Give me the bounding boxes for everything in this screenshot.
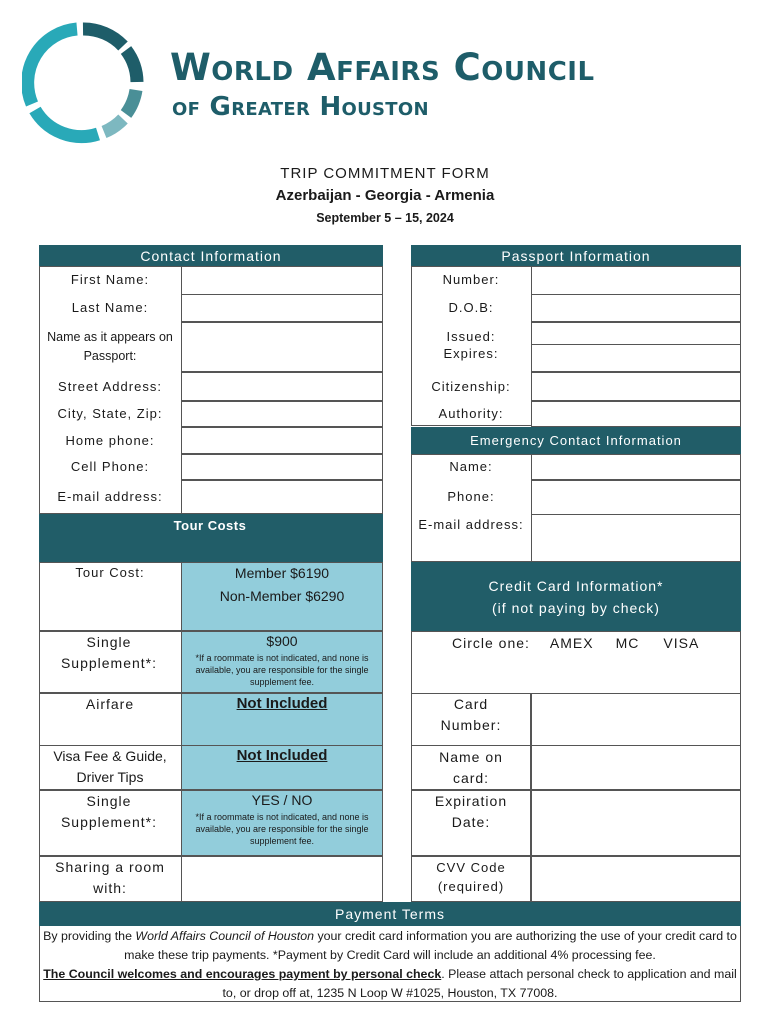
trip-name: Azerbaijan - Georgia - Armenia: [275, 187, 495, 204]
payment-check-note: The Council welcomes and encourages payment by personal check: [43, 967, 442, 981]
emergency-name-field[interactable]: [531, 454, 741, 480]
issued-field[interactable]: [531, 322, 741, 345]
credit-card-heading: [411, 562, 741, 631]
home-phone-field[interactable]: [181, 427, 383, 454]
tour-costs-heading: [39, 514, 383, 562]
street-address-label: Street Address:: [58, 378, 162, 394]
tour-cost-label: Tour Cost:: [75, 565, 145, 581]
org-name-line1: World Affairs Council: [170, 46, 595, 89]
name-on-card-label-cell: [411, 745, 531, 790]
cell-phone-label: Cell Phone:: [70, 459, 150, 475]
city-state-zip-field[interactable]: [181, 401, 383, 427]
cvv-label-cell: [411, 856, 531, 902]
card-number-field[interactable]: [531, 693, 741, 746]
expires-field[interactable]: [531, 344, 741, 372]
sharing-field[interactable]: [181, 856, 383, 902]
card-type-row: [411, 632, 741, 654]
visa-label: Visa Fee & Guide, Driver Tips: [53, 748, 167, 785]
airfare-label: Airfare: [85, 695, 135, 712]
circle-one-label: Circle one:: [452, 635, 530, 651]
card-number-label: Card Number:: [440, 696, 502, 733]
street-address-field[interactable]: [181, 372, 383, 401]
form-title: TRIP COMMITMENT FORM: [280, 165, 490, 182]
expiration-date-field[interactable]: [531, 790, 741, 856]
city-state-zip-label: City, State, Zip:: [57, 406, 163, 422]
passport-number-field[interactable]: [531, 266, 741, 295]
card-number-label-cell: [411, 693, 531, 746]
name-on-card-label: Name on card:: [439, 749, 503, 786]
citizenship-label: Citizenship:: [431, 378, 511, 394]
supplement-note: *If a roommate is not indicated, and none is available, you are responsible for the single supplement fee.: [195, 653, 369, 688]
email-field[interactable]: [181, 480, 383, 514]
payment-text-a: By providing the: [43, 929, 136, 943]
first-name-field[interactable]: [181, 266, 383, 295]
expires-label: Expires:: [443, 346, 499, 361]
emergency-name-label: Name:: [449, 459, 493, 475]
trip-dates: September 5 – 15, 2024: [316, 211, 454, 225]
credit-card-heading-line1: Credit Card Information*: [488, 577, 664, 594]
emergency-heading: Emergency Contact Information: [411, 427, 741, 454]
airfare-value: Not Included: [236, 695, 328, 712]
tour-costs-title: Tour Costs: [173, 518, 247, 533]
last-name-field[interactable]: [181, 294, 383, 322]
cvv-field[interactable]: [531, 856, 741, 902]
authority-label: Authority:: [438, 406, 504, 422]
passport-name-label: Name as it appears on Passport:: [47, 330, 173, 363]
member-price: Member $6190: [234, 565, 330, 581]
expiration-date-label: Expiration Date:: [434, 793, 508, 830]
citizenship-field[interactable]: [531, 372, 741, 401]
supplement-note2: *If a roommate is not indicated, and none is available, you are responsible for the single supplement fee.: [195, 812, 369, 847]
single-supplement-value: $900: [266, 633, 298, 649]
name-on-card-field[interactable]: [531, 745, 741, 790]
sharing-label: Sharing a room with:: [55, 859, 165, 896]
card-option-amex[interactable]: AMEX: [549, 635, 594, 651]
nonmember-price: Non-Member $6290: [219, 588, 345, 604]
council-logo: [22, 22, 144, 144]
payment-terms-text: [39, 926, 741, 1002]
card-option-mc[interactable]: MC: [615, 635, 640, 651]
payment-text-c: your credit card information you are authorizing the use of your credit card to make these trip payments. *Payment by Credit Card will include an additional 4% processing fee.: [124, 929, 737, 962]
card-option-visa[interactable]: VISA: [663, 635, 700, 651]
single-supplement2-value: YES / NO: [251, 792, 313, 808]
emergency-phone-label: Phone:: [447, 489, 495, 505]
authority-field[interactable]: [531, 401, 741, 427]
expiration-label-cell: [411, 790, 531, 856]
credit-card-heading-line2: (if not paying by check): [492, 599, 660, 616]
cvv-label: CVV Code (required): [436, 859, 506, 894]
passport-number-label: Number:: [442, 272, 500, 288]
dob-label: D.O.B:: [448, 300, 494, 316]
first-name-label: First Name:: [70, 272, 150, 288]
passport-heading: Passport Information: [411, 245, 741, 266]
payment-text-e: . Please attach personal check to application and mail to, or drop off at, 1235 N Loop W #1025, Houston, TX 77008.: [222, 967, 737, 1000]
visa-value: Not Included: [236, 747, 328, 764]
dob-field[interactable]: [531, 294, 741, 322]
emergency-email-label: E-mail address:: [418, 517, 524, 533]
cell-phone-field[interactable]: [181, 454, 383, 480]
home-phone-label: Home phone:: [65, 432, 155, 448]
org-name-line2: of Greater Houston: [172, 92, 429, 122]
payment-terms-heading: Payment Terms: [39, 902, 741, 926]
last-name-label: Last Name:: [71, 300, 149, 316]
email-label: E-mail address:: [57, 489, 163, 505]
payment-text-org: World Affairs Council of Houston: [135, 929, 314, 943]
contact-heading: Contact Information: [39, 245, 383, 266]
single-supplement2-label: Single Supplement*:: [60, 793, 158, 830]
emergency-email-field[interactable]: [531, 514, 741, 562]
emergency-phone-field[interactable]: [531, 480, 741, 515]
single-supplement-label: Single Supplement*:: [60, 634, 158, 671]
passport-name-field[interactable]: [181, 322, 383, 372]
issued-label: Issued:: [446, 328, 496, 344]
